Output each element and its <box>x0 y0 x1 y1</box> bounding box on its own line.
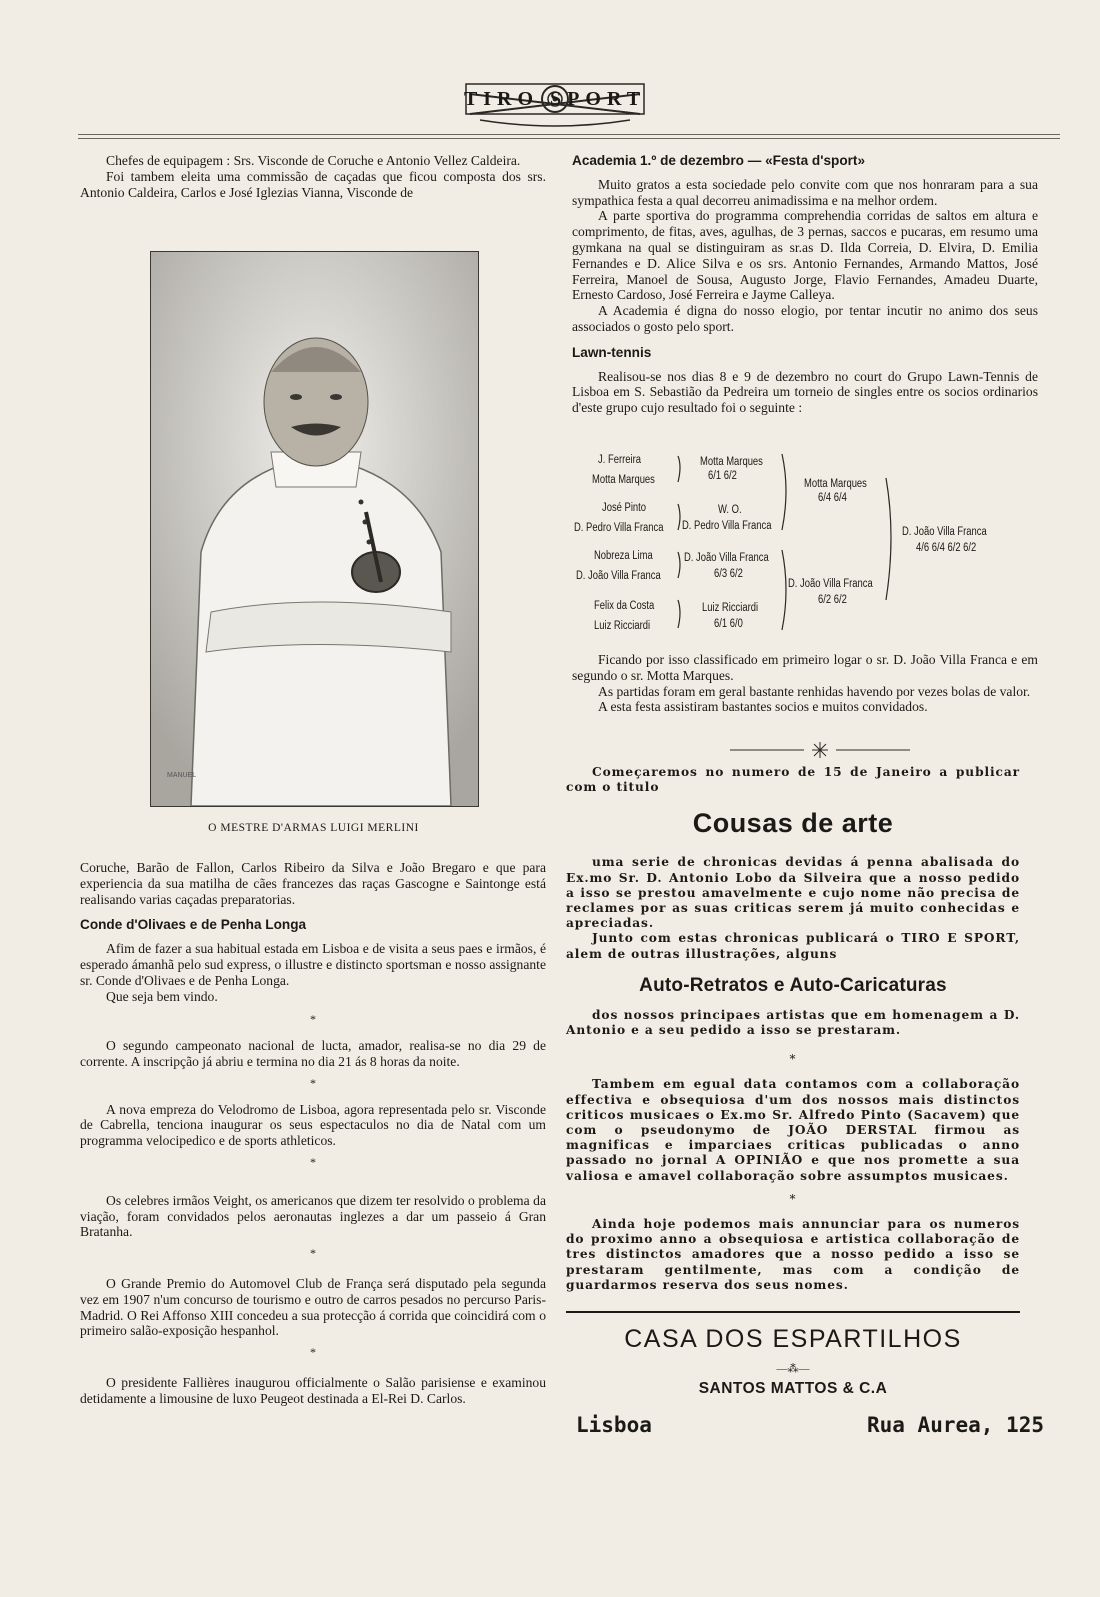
bracket-winner: D. João Villa Franca <box>684 552 769 564</box>
bracket-winner: Motta Marques <box>700 456 763 468</box>
svg-text:MANUEL: MANUEL <box>167 772 197 779</box>
paragraph: Realisou-se nos dias 8 e 9 de dezembro no court do Grupo Lawn-Tennis de Lisboa em S. Sebastião da Pedreira um torneio de singles entre os socios ordinarios d'este grupo cujo resultado foi o seguinte : <box>572 368 1038 416</box>
left-column-top <box>80 153 546 200</box>
header-rule <box>78 134 1060 135</box>
star-separator: * <box>789 1052 797 1067</box>
bracket-champion: D. João Villa Franca <box>902 526 987 538</box>
bracket-player: Nobreza Lima <box>594 550 653 562</box>
bracket-player: José Pinto <box>602 502 647 514</box>
section-heading-academia: Academia 1.º de dezembro — «Festa d'sport» <box>572 153 866 168</box>
bracket-score: 6/1 6/2 <box>708 470 737 482</box>
paragraph: Que seja bem vindo. <box>106 988 218 1004</box>
paragraph: O segundo campeonato nacional de lucta, amador, realisa-se no dia 29 de corrente. A inscripção já abriu e termina no dia 21 ás 8 horas da noite. <box>80 1038 546 1069</box>
paragraph: Junto com estas chronicas publicará o TIRO E SPORT, alem de outras illustrações, alguns <box>566 931 1020 961</box>
bracket-player: D. Pedro Villa Franca <box>574 522 664 534</box>
announcement <box>566 765 1020 1293</box>
paragraph: A nova empreza do Velodromo de Lisboa, agora representada pelo sr. Visconde de Cabrella, tenciona inaugurar os seus espectaculos no dia de Natal com um programma velocipedico e de sports athleticos. <box>80 1101 546 1149</box>
paragraph: Afim de fazer a sua habitual estada em Lisboa e de visita a seus paes e irmãos, é esperado ámanhã pelo sud express, o illustre e distincto sportsman e nosso assignante sr. Conde d'Olivaes e de Penha Longa. <box>80 941 546 988</box>
left-column-bottom <box>80 860 546 1407</box>
photo-caption: O MESTRE D'ARMAS LUIGI MERLINI <box>208 822 419 834</box>
paragraph: Ficando por isso classificado em primeiro logar o sr. D. João Villa Franca e em segundo o sr. Motta Marques. <box>572 652 1038 683</box>
section-heading-lawn-tennis: Lawn-tennis <box>572 344 652 360</box>
announcement-subtitle: Auto-Retratos e Auto-Caricaturas <box>639 974 947 996</box>
bracket-score: 6/3 6/2 <box>714 568 743 580</box>
bracket-player: Felix da Costa <box>594 600 655 612</box>
ad-firm-name: SANTOS MATTOS & C.A <box>698 1380 888 1397</box>
ad-address: Rua Aurea, 125 <box>866 1413 1044 1437</box>
ad-ornament: —⁂— <box>776 1363 810 1375</box>
ad-shop-name: CASA DOS ESPARTILHOS <box>624 1325 962 1353</box>
ornamental-divider <box>730 740 910 760</box>
bracket-winner: D. João Villa Franca <box>788 578 873 590</box>
star-separator: * <box>310 1246 316 1261</box>
bracket-winner: Motta Marques <box>804 478 867 490</box>
header-rule-2 <box>78 138 1060 139</box>
star-separator: * <box>789 1191 797 1206</box>
bracket-lines <box>572 450 1038 650</box>
paragraph: A esta festa assistiram bastantes socios e muitos convidados. <box>598 699 928 715</box>
tiro-sport-logo <box>460 74 650 130</box>
tennis-bracket <box>572 450 1038 650</box>
bracket-player: Motta Marques <box>592 474 655 486</box>
paragraph: As partidas foram em geral bastante renhidas havendo por vezes bolas de valor. <box>598 683 1031 699</box>
bracket-player: Luiz Ricciardi <box>594 620 651 632</box>
paragraph: A parte sportiva do programma comprehendia corridas de saltos em altura e comprimento, de fitas, aves, agulhas, de 3 pernas, saccos e pucaras, em resumo uma gymkana na qual se distinguiram as sr.as D. Ilda Correia, D. Elvira, D. Emilia Fernandes e D. Alice Silva e os srs. Antonio Fernandes, Armando Mattos, José Ferreira, Manoel de Sousa, Augusto Jorge, Flavio Fernandes, Amadeu Duarte, Ernesto Cardoso, José Ferreira e Jayme Calleya. <box>572 208 1038 303</box>
announcement-title: Cousas de arte <box>692 808 894 839</box>
bracket-score: 4/6 6/4 6/2 6/2 <box>916 542 977 554</box>
announcement-lead: Começaremos no numero de 15 de Janeiro a publicar com o titulo <box>566 765 1020 795</box>
paragraph: Os celebres irmãos Veight, os americanos que dizem ter resolvido o problema da viação, foram convidados pelos aeronautas inglezes a dar um passeio á Gran Bratanha. <box>80 1192 546 1240</box>
paragraph: O presidente Fallières inaugurou officialmente o Salão parisiense e examinou detidamente a limousine de luxo Peugeot destinada a El-Rei D. Carlos. <box>80 1374 546 1406</box>
paragraph: Muito gratos a esta sociedade pelo convite com que nos honraram para a sua sympathica festa a qual decorreu animadissima e na melhor ordem. <box>572 176 1038 208</box>
paragraph: uma serie de chronicas devidas á penna abalisada do Ex.mo Sr. D. Antonio Lobo da Silveira que a nosso pedido a isso se prestou amavelmente e cujo nome não precisa de reclames por as suas criticas serem já muito conhecidas e apreciadas. <box>566 855 1020 931</box>
paragraph: dos nossos principaes artistas que em homenagem a D. Antonio e a seu pedido a isso se prestaram. <box>566 1007 1020 1038</box>
portrait-photo <box>150 251 479 807</box>
star-separator: * <box>310 1012 316 1027</box>
paragraph: Chefes de equipagem : Srs. Visconde de Coruche e Antonio Vellez Caldeira. <box>106 153 521 168</box>
bracket-score: 6/2 6/2 <box>818 594 847 606</box>
right-column-top <box>572 153 1038 416</box>
bracket-player: D. João Villa Franca <box>576 570 661 582</box>
bracket-score: 6/4 6/4 <box>818 492 847 504</box>
bracket-winner: W. O. <box>718 504 742 516</box>
ad-top-rule <box>566 1311 1020 1313</box>
bracket-winner: D. Pedro Villa Franca <box>682 520 772 532</box>
bracket-score: 6/1 6/0 <box>714 618 743 630</box>
paragraph: Ainda hoje podemos mais annunciar para os numeros do proximo anno a obsequiosa e artistica collaboração de tres distinctos amadores que a nosso pedido a isso se prestaram gentilmente, mas com a condição de guardarmos reserva dos seus nomes. <box>566 1217 1020 1292</box>
ad-city: Lisboa <box>576 1413 652 1437</box>
paragraph: Tambem em egual data contamos com a collaboração effectiva e obsequiosa d'um dos nossos mais distinctos criticos musicaes o Ex.mo Sr. Alfredo Pinto (Sacavem) que com o pseudonymo de JOÃO DERSTAL firmou as magnificas e imparciaes criticas publicadas o anno passado no jornal A OPINIÃO e que nos promette a sua valiosa e amavel collaboração sobre assumptos musicaes. <box>566 1077 1020 1183</box>
star-separator: * <box>310 1345 316 1360</box>
paragraph: A Academia é digna do nosso elogio, por tentar incutir no animo dos seus associados o gosto pelo sport. <box>572 303 1038 334</box>
paragraph: Coruche, Barão de Fallon, Carlos Ribeiro da Silva e João Bregaro e que para experiencia da sua matilha de cães francezes das raças Gascogne e Saintonge está realisando varias caçadas preparatorias. <box>80 860 546 907</box>
fencing-master-portrait-image <box>151 252 478 806</box>
paragraph: O Grande Premio do Automovel Club de França será disputado pela segunda vez em 1907 n'um concurso de tourismo e outro de carros pesados no percurso Paris-Madrid. O Rei Affonso XIII concedeu a sua protecção á corrida que coincidirá com o primeiro salão-exposição hespanhol. <box>80 1275 546 1339</box>
logo-wordmark: TIRO SPORT <box>463 88 647 110</box>
right-column-results <box>572 652 1038 715</box>
paragraph: Foi tambem eleita uma commissão de caçadas que ficou composta dos srs. Antonio Caldeira, Carlos e José Iglezias Vianna, Visconde de <box>80 168 546 200</box>
section-heading-conde: Conde d'Olivaes e de Penha Longa <box>80 917 307 933</box>
bracket-player: J. Ferreira <box>598 454 641 466</box>
bracket-winner: Luiz Ricciardi <box>702 602 759 614</box>
star-separator: * <box>310 1075 316 1090</box>
star-separator: * <box>310 1154 316 1169</box>
